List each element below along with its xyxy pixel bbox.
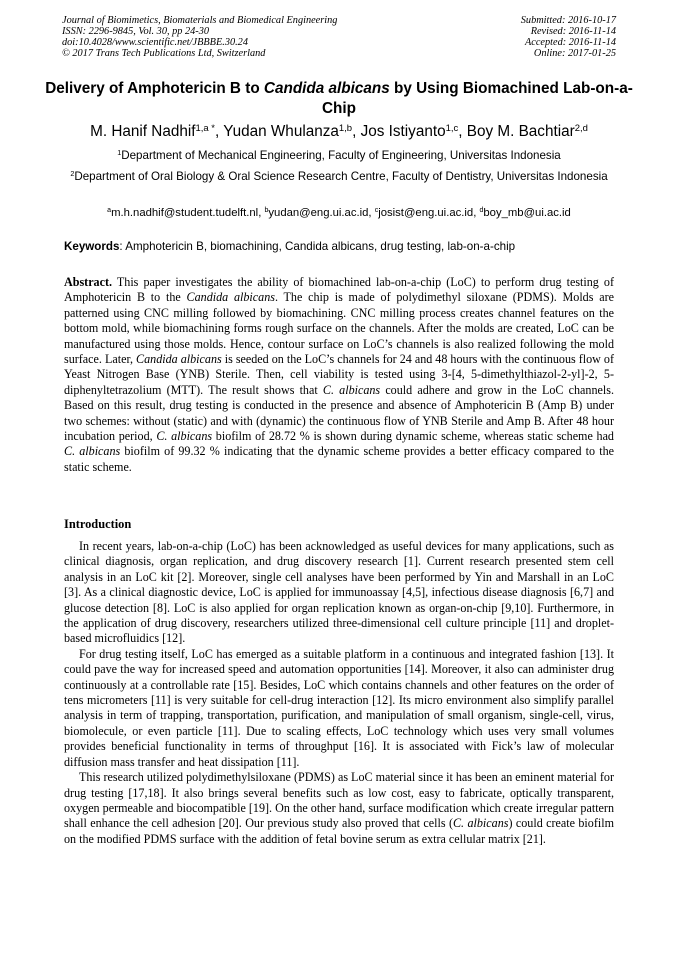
affiliation-2 — [60, 168, 618, 186]
email-marker: a — [107, 207, 112, 215]
email-marker: b — [264, 207, 269, 215]
abstract-text: biofilm of 28.72 % is shown during dynamic scheme, whereas static scheme had — [212, 429, 614, 444]
affiliation-marker: 1 — [117, 148, 122, 158]
title-part-1: Delivery of Amphotericin B to — [45, 80, 264, 97]
journal-doi: doi:10.4028/www.scientific.net/JBBBE.30.24 — [62, 37, 248, 48]
abstract-label: Abstract. — [64, 275, 113, 289]
abstract-italic: C. albicans — [64, 444, 121, 459]
email-address: boy_mb@ui.ac.id — [483, 207, 571, 219]
journal-name: Journal of Biomimetics, Biomaterials and Biomedical Engineering — [62, 15, 338, 26]
abstract-paragraph — [64, 275, 614, 475]
revised-date: Revised: 2016-11-14 — [530, 26, 616, 37]
intro-text: ) could create biofilm on the modified PDMS surface with the addition of fetal bovine serum as extra cellular matrix [21]. — [64, 816, 614, 846]
author-marker: 1,b — [338, 122, 353, 134]
abstract-italic: C. albicans — [156, 429, 213, 444]
intro-paragraph-1: In recent years, lab-on-a-chip (LoC) has been acknowledged as useful devices for many applications, such as clinical diagnosis, organ replication, and drug discovery research [1]. Current research presented stem cell analysis in an LoC kit [2]. Moreover, single cell analyses have been performed by Yin and Marshall in an LoC [3]. As a clinical diagnostic device, LoC is applied for immunoassay [4,5], infectious disease diagnosis [6,7] and glucose detection [8]. LoC is also applied for organ replication known as organ-on-chip [9,10]. Furthermore, in the application of drug discovery, researchers utilized three-dimensional cell culture principle [11] and droplet-based microfluidics [12]. — [64, 539, 614, 646]
affiliation-marker: 2 — [70, 169, 75, 179]
affiliation-1 — [60, 147, 618, 165]
author-marker: 2,d — [574, 122, 588, 134]
author-emails — [60, 205, 618, 223]
author-separator: , — [352, 123, 361, 140]
abstract-italic: Candida albicans — [136, 352, 222, 367]
abstract-text: is seeded on the LoC’s channels for 24 and 48 hours with the continuous flow of Yeast Nitrogen Base (YNB) Sterile. Then, cell viability is tested using 3-[4, 5-dimethylthiazol-2-yl]-2, 5-diphenyltetrazolium (MTT). The result shows that — [64, 352, 615, 397]
online-date: Online: 2017-01-25 — [533, 48, 616, 59]
author-separator: , — [215, 123, 224, 140]
abstract-text: biofilm of 99.32 % indicating that the dynamic scheme provides a better efficacy compared to the static scheme. — [64, 444, 614, 474]
email-marker: d — [479, 207, 484, 215]
paper-title — [40, 79, 638, 119]
intro-text: This research utilized polydimethylsiloxane (PDMS) as LoC material since it has been an eminent material for drug testing [17,18]. It also brings several benefits such as low cost, easy to fabricate, optically transparent, oxygen permeable and biocompatible [19]. On the other hand, surface modification which create irregular pattern shall enhance the cell adhesion [20]. Our previous study also proved that cells ( — [64, 770, 614, 831]
intro-italic: C. albicans — [452, 816, 509, 831]
author-name: Jos Istiyanto — [360, 123, 446, 140]
keywords-label: Keywords — [64, 240, 120, 253]
author-marker: 1,a * — [195, 122, 215, 134]
submitted-date: Submitted: 2016-10-17 — [520, 15, 616, 26]
author-separator: , — [458, 123, 467, 140]
keywords-list: : Amphotericin B, biomachining, Candida albicans, drug testing, lab-on-a-chip — [119, 240, 516, 253]
introduction-heading: Introduction — [64, 517, 132, 531]
abstract-section — [64, 275, 614, 475]
title-italic: Candida albicans — [263, 80, 390, 97]
author-marker: 1,c — [445, 122, 459, 134]
affiliation-text: Department of Mechanical Engineering, Faculty of Engineering, Universitas Indonesia — [121, 149, 561, 162]
author-name: Boy M. Bachtiar — [466, 123, 575, 140]
journal-header-right — [521, 15, 616, 59]
intro-paragraph-3 — [64, 770, 614, 847]
affiliation-text: Department of Oral Biology & Oral Science Research Centre, Faculty of Dentistry, Universitas Indonesia — [74, 170, 608, 183]
intro-paragraph-2: For drug testing itself, LoC has emerged as a suitable platform in a continuous and integrated fashion [13]. It could pave the way for increased speed and automation opportunities [14]. Moreover, it also can administer drug continuously at a controllable rate [15]. Besides, LoC which contains channels and other features on the order of tens micrometers [11] is very suitable for cell-drug interaction [12]. Its micro environment also simplify parallel analysis in term of trapping, transportation, purification, and manipulation of small organism, single-cell, virus, biomolecule, or even particle [11]. Due to scaling effects, LoC technology which uses very small volumes provides beneficial functionality in terms of throughput [16]. It is associated with Fick’s law of molecular diffusion mass transfer and heat dissipation [11]. — [64, 646, 614, 769]
title-part-2: by Using Biomachined Lab-on-a-Chip — [322, 80, 633, 117]
author-name: Yudan Whulanza — [223, 123, 339, 140]
abstract-italic: Candida albicans — [186, 290, 275, 305]
email-marker: c — [374, 207, 379, 215]
accepted-date: Accepted: 2016-11-14 — [524, 37, 616, 48]
email-address: yudan@eng.ui.ac.id, — [268, 207, 375, 219]
abstract-italic: C. albicans — [322, 382, 381, 397]
introduction-section — [64, 539, 614, 847]
keywords-line — [64, 239, 624, 255]
email-address: m.h.nadhif@student.tudelft.nl, — [111, 207, 265, 219]
abstract-text: could adhere and grow in the LoC channels. Based on this result, drug testing is conducted in the presence and absence of Amphotericin B (Amp B) under two schemes: without (static) and with (dynamic) the continuous flow of YNB Sterile and Amp B. After 48 hour incubation period, — [64, 382, 614, 444]
journal-header-left — [62, 15, 337, 59]
journal-issn: ISSN: 2296-9845, Vol. 30, pp 24-30 — [62, 26, 210, 37]
author-list — [20, 122, 658, 142]
abstract-text: . The chip is made of polydimethyl siloxane (PDMS). Molds are patterned using CNC milling followed by biomachining. CNC milling process creates channel features on the bottom mold, while biomachining forms rough surface on the channels. After the molds are created, LoC can be manufactured using those molds. Hence, contour surface on LoC’s channels is also realized following the mold surface. Later, — [64, 290, 614, 367]
abstract-text: This paper investigates the ability of biomachined lab-on-a-chip (LoC) to perform drug testing of Amphotericin B to the — [64, 275, 614, 305]
journal-copyright: © 2017 Trans Tech Publications Ltd, Switzerland — [62, 48, 266, 59]
email-address: josist@eng.ui.ac.id, — [378, 207, 480, 219]
author-name: M. Hanif Nadhif — [90, 123, 196, 140]
